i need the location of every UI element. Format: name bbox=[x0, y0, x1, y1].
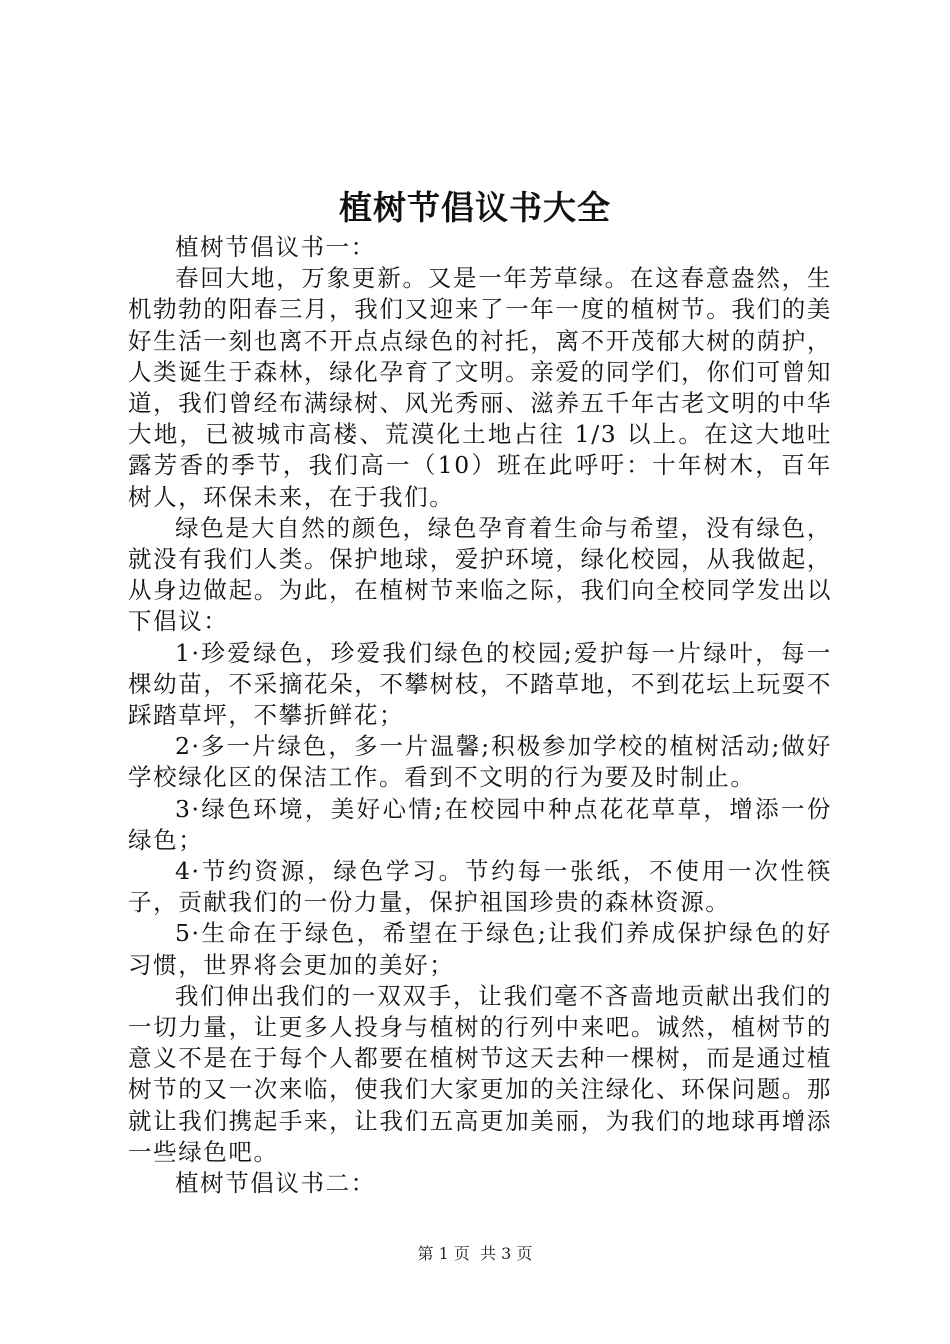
proposal-item-4: 4·节约资源，绿色学习。节约每一张纸，不使用一次性筷子，贡献我们的一份力量，保护祖国珍贵的森林资源。 bbox=[128, 857, 832, 917]
proposal-item-5: 5·生命在于绿色，希望在于绿色;让我们养成保护绿色的好习惯，世界将会更加的美好； bbox=[128, 919, 832, 979]
page-number: 第 1 页 共 3 页 bbox=[417, 1244, 533, 1263]
paragraph-closing: 我们伸出我们的一双双手，让我们毫不吝啬地贡献出我们的一切力量，让更多人投身与植树的行列中来吧。诚然，植树节的意义不是在于每个人都要在植树节这天去种一棵树，而是通过植树节的又一次来临，使我们大家更加的关注绿化、环保问题。那就让我们携起手来，让我们五高更加美丽，为我们的地球再增添一些绿色吧。 bbox=[128, 981, 832, 1166]
paragraph-green: 绿色是大自然的颜色，绿色孕育着生命与希望，没有绿色，就没有我们人类。保护地球，爱护环境，绿化校园，从我做起，从身边做起。为此，在植树节来临之际，我们向全校同学发出以下倡议： bbox=[128, 513, 832, 636]
section-heading-two: 植树节倡议书二： bbox=[175, 1169, 376, 1198]
document-body bbox=[128, 232, 832, 1199]
document-title: 植树节倡议书大全 bbox=[339, 188, 611, 227]
section-heading-one: 植树节倡议书一： bbox=[175, 233, 376, 261]
page-footer bbox=[0, 1243, 950, 1265]
proposal-item-1: 1·珍爱绿色，珍爱我们绿色的校园;爱护每一片绿叶，每一棵幼苗，不采摘花朵，不攀树枝，不踏草地，不到花坛上玩耍不踩踏草坪，不攀折鲜花； bbox=[128, 638, 832, 730]
paragraph-intro: 春回大地，万象更新。又是一年芳草绿。在这春意盎然，生机勃勃的阳春三月，我们又迎来了一年一度的植树节。我们的美好生活一刻也离不开点点绿色的衬托，离不开茂郁大树的荫护，人类诞生于森林，绿化孕育了文明。亲爱的同学们，你们可曾知道，我们曾经布满绿树、风光秀丽、滋养五千年古老文明的中华大地，已被城市高楼、荒漠化土地占往 1/3 以上。在这大地吐露芳香的季节，我们高一（10）班在此呼吁：十年树木，百年树人，环保未来，在于我们。 bbox=[128, 264, 832, 511]
proposal-item-3: 3·绿色环境，美好心情;在校园中种点花花草草，增添一份绿色； bbox=[128, 794, 832, 854]
proposal-item-2: 2·多一片绿色，多一片温馨;积极参加学校的植树活动;做好学校绿化区的保洁工作。看到不文明的行为要及时制止。 bbox=[128, 732, 832, 792]
